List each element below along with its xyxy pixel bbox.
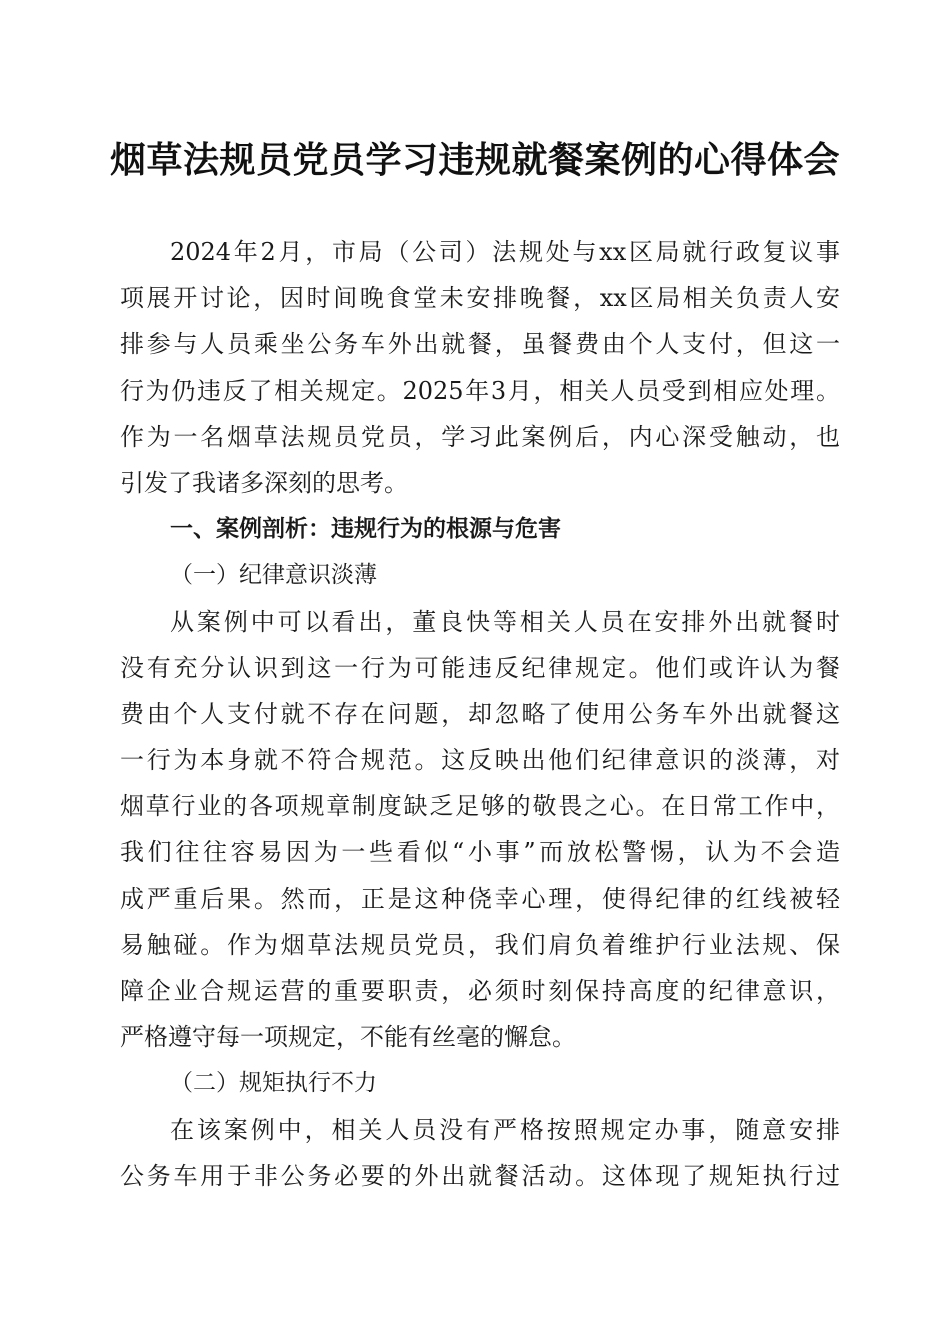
paragraph-line: 引发了我诸多深刻的思考。 [120, 468, 408, 497]
paragraph-line: 排参与人员乘坐公务车外出就餐，虽餐费由个人支付，但这一 [120, 330, 840, 359]
document-body [120, 229, 840, 1199]
paragraph-line: 费由个人支付就不存在问题，却忽略了使用公务车外出就餐这 [120, 699, 840, 728]
subsection-heading: （一）纪律意识淡薄 [170, 562, 377, 589]
paragraph-line: 从案例中可以看出，董良快等相关人员在安排外出就餐时 [170, 607, 840, 636]
paragraph-line: 公务车用于非公务必要的外出就餐活动。这体现了规矩执行过 [120, 1161, 840, 1190]
paragraph-line: 没有充分认识到这一行为可能违反纪律规定。他们或许认为餐 [120, 653, 840, 682]
document-title: 烟草法规员党员学习违规就餐案例的心得体会 [109, 139, 840, 181]
paragraph-line: 我们往往容易因为一些看似“小事”而放松警惕，认为不会造 [120, 838, 840, 867]
paragraph-line: 烟草行业的各项规章制度缺乏足够的敬畏之心。在日常工作中， [120, 792, 840, 821]
section-heading: 一、案例剖析：违规行为的根源与危害 [170, 516, 561, 543]
paragraph-line: 行为仍违反了相关规定。2025年3月，相关人员受到相应处理。 [120, 376, 840, 405]
paragraph-line: 项展开讨论，因时间晚食堂未安排晚餐，xx区局相关负责人安 [120, 284, 840, 313]
paragraph-line: 作为一名烟草法规员党员，学习此案例后，内心深受触动，也 [120, 422, 840, 451]
paragraph-line: 在该案例中，相关人员没有严格按照规定办事，随意安排 [170, 1115, 840, 1144]
paragraph-line: 一行为本身就不符合规范。这反映出他们纪律意识的淡薄，对 [120, 746, 840, 775]
paragraph-line: 障企业合规运营的重要职责，必须时刻保持高度的纪律意识， [120, 977, 840, 1005]
subsection-heading: （二）规矩执行不力 [170, 1070, 377, 1097]
paragraph-line: 易触碰。作为烟草法规员党员，我们肩负着维护行业法规、保 [120, 930, 840, 959]
paragraph-line: 严格遵守每一项规定，不能有丝毫的懈怠。 [120, 1023, 576, 1052]
paragraph-line: 成严重后果。然而，正是这种侥幸心理，使得纪律的红线被轻 [120, 884, 840, 913]
paragraph-line: 2024年2月，市局（公司）法规处与xx区局就行政复议事 [170, 238, 840, 266]
